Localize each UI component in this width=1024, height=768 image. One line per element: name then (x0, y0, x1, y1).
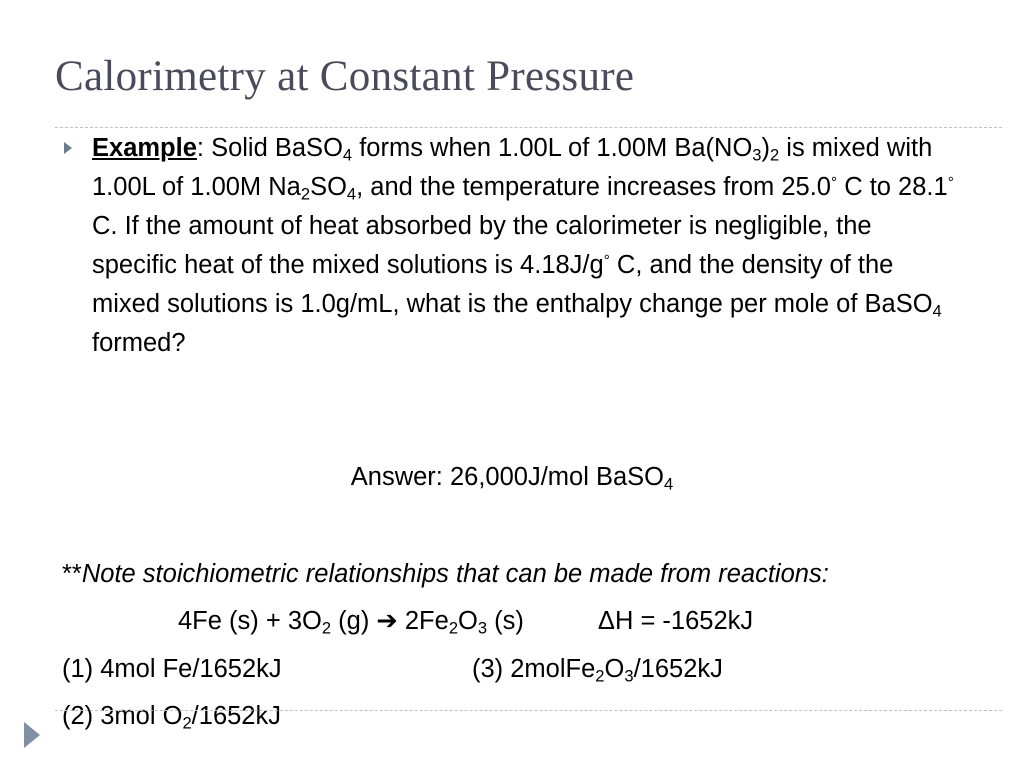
slide-title: Calorimetry at Constant Pressure (55, 53, 635, 100)
enthalpy-value: ΔH = -1652kJ (597, 607, 754, 635)
footer-divider (55, 710, 1002, 711)
relationship-2: (2) 3mol $O_2/1652kJ$ (62, 702, 281, 733)
stoichiometry-note: **Note stoichiometric relationships that can be made from reactions: (62, 560, 829, 588)
example-label: Example (92, 134, 197, 162)
triangle-bullet-icon (64, 142, 72, 154)
relationship-1: (1) 4mol Fe/1652kJ (62, 655, 282, 683)
title-divider (55, 127, 1002, 128)
relationship-3: (3) $2molFe_2O_3/1652kJ$ (472, 655, 723, 686)
arrow-icon: ➔ (376, 607, 398, 635)
example-paragraph: Example: Solid BaSO$_4$ forms when 1.00L of 1.00M $Ba(NO_3)_2$ is mixed with 1.00L of 1.00M $Na_2SO_4$, and the temperature increases from 25.0° C to 28.1° C. If the amount of heat absorbed by the calorimeter is negligible, the specific heat of the mixed solutions is 4.18J/g° C, and the density of the mixed solutions is 1.0g/mL, what is the enthalpy change per mole of BaSO$_4$ formed? (92, 134, 954, 357)
reaction-equation: 4Fe $(s) + 3O_2$ (g) ➔ $2Fe_2O_3$ (s) ΔH = -1652kJ (178, 602, 753, 641)
answer-line: Answer: 26,000J/mol BaSO$_4$ (350, 463, 674, 494)
corner-triangle-icon (24, 722, 40, 748)
